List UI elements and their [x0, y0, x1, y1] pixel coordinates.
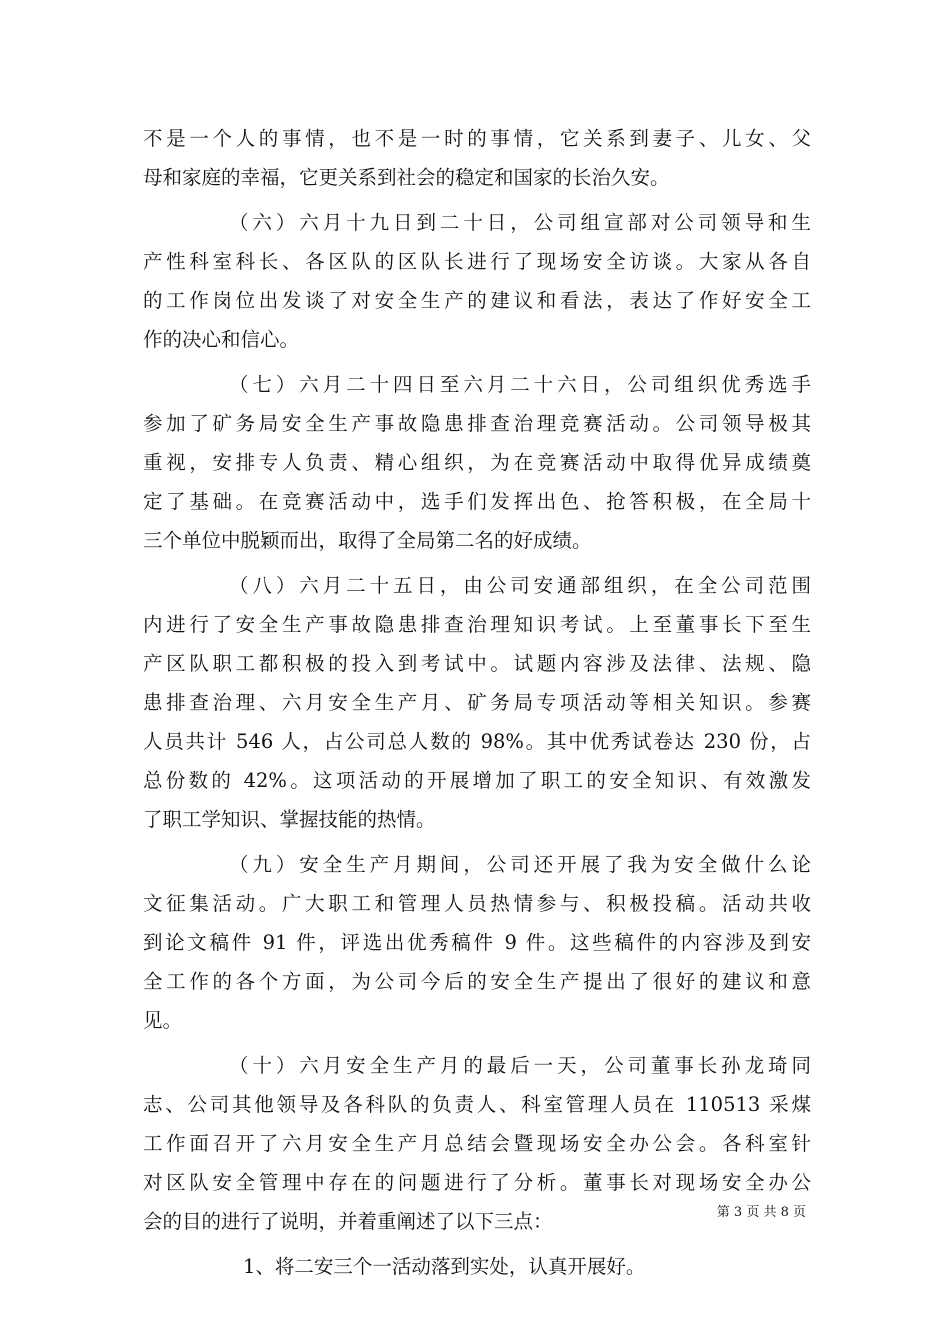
text-line: 总份数的 42%。这项活动的开展增加了职工的安全知识、有效激发 [143, 769, 811, 792]
text-line: 重视，安排专人负责、精心组织，为在竞赛活动中取得优异成绩奠 [143, 451, 811, 474]
text-line: 工作面召开了六月安全生产月总结会暨现场安全办公会。各科室针 [143, 1132, 811, 1155]
text-line: 见。 [143, 1009, 183, 1032]
text-line: 的工作岗位出发谈了对安全生产的建议和看法，表达了作好安全工 [143, 289, 811, 312]
paragraph [143, 365, 811, 560]
text-line: （七）六月二十四日至六月二十六日，公司组织优秀选手 [229, 373, 811, 396]
text-line: （九）安全生产月期间，公司还开展了我为安全做什么论 [229, 853, 811, 876]
text-line: 了职工学知识、掌握技能的热情。 [143, 808, 436, 831]
text-line: 会的目的进行了说明，并着重阐述了以下三点： [143, 1210, 553, 1233]
paragraph [143, 119, 811, 197]
paragraph [143, 1046, 811, 1241]
paragraph [143, 1247, 811, 1286]
text-line: 参加了矿务局安全生产事故隐患排查治理竞赛活动。公司领导极其 [143, 412, 811, 435]
text-line: 全工作的各个方面，为公司今后的安全生产提出了很好的建议和意 [143, 970, 811, 993]
page-number-footer: 第 3 页 共 8 页 [716, 1205, 806, 1220]
text-line: （十）六月安全生产月的最后一天，公司董事长孙龙琦同 [229, 1054, 811, 1077]
paragraph [143, 566, 811, 839]
text-line: 对区队安全管理中存在的问题进行了分析。董事长对现场安全办公 [143, 1171, 811, 1194]
text-line: 作的决心和信心。 [143, 328, 300, 351]
text-line: 产性科室科长、各区队的区队长进行了现场安全访谈。大家从各自 [143, 250, 811, 273]
text-line: 文征集活动。广大职工和管理人员热情参与、积极投稿。活动共收 [143, 892, 811, 915]
text-line: 内进行了安全生产事故隐患排查治理知识考试。上至董事长下至生 [143, 613, 811, 636]
text-line: 母和家庭的幸福，它更关系到社会的稳定和国家的长治久安。 [143, 166, 670, 189]
text-line: 三个单位中脱颖而出，取得了全局第二名的好成绩。 [143, 529, 592, 552]
text-line: （八）六月二十五日，由公司安通部组织，在全公司范围 [229, 574, 811, 597]
text-line: 到论文稿件 91 件，评选出优秀稿件 9 件。这些稿件的内容涉及到安 [143, 931, 811, 954]
text-line: 志、公司其他领导及各科队的负责人、科室管理人员在 110513 采煤 [143, 1093, 811, 1116]
paragraph [143, 203, 811, 359]
text-line: （六）六月十九日到二十日，公司组宣部对公司领导和生 [229, 211, 811, 234]
text-line: 定了基础。在竞赛活动中，选手们发挥出色、抢答积极，在全局十 [143, 490, 811, 513]
text-line: 人员共计 546 人，占公司总人数的 98%。其中优秀试卷达 230 份，占 [143, 730, 811, 753]
text-line: 产区队职工都积极的投入到考试中。试题内容涉及法律、法规、隐 [143, 652, 811, 675]
text-line: 患排查治理、六月安全生产月、矿务局专项活动等相关知识。参赛 [143, 691, 811, 714]
text-line: 1、将二安三个一活动落到实处，认真开展好。 [243, 1255, 646, 1278]
document-body [143, 119, 811, 1286]
text-line: 不是一个人的事情，也不是一时的事情，它关系到妻子、儿女、父 [143, 127, 811, 150]
paragraph [143, 845, 811, 1040]
